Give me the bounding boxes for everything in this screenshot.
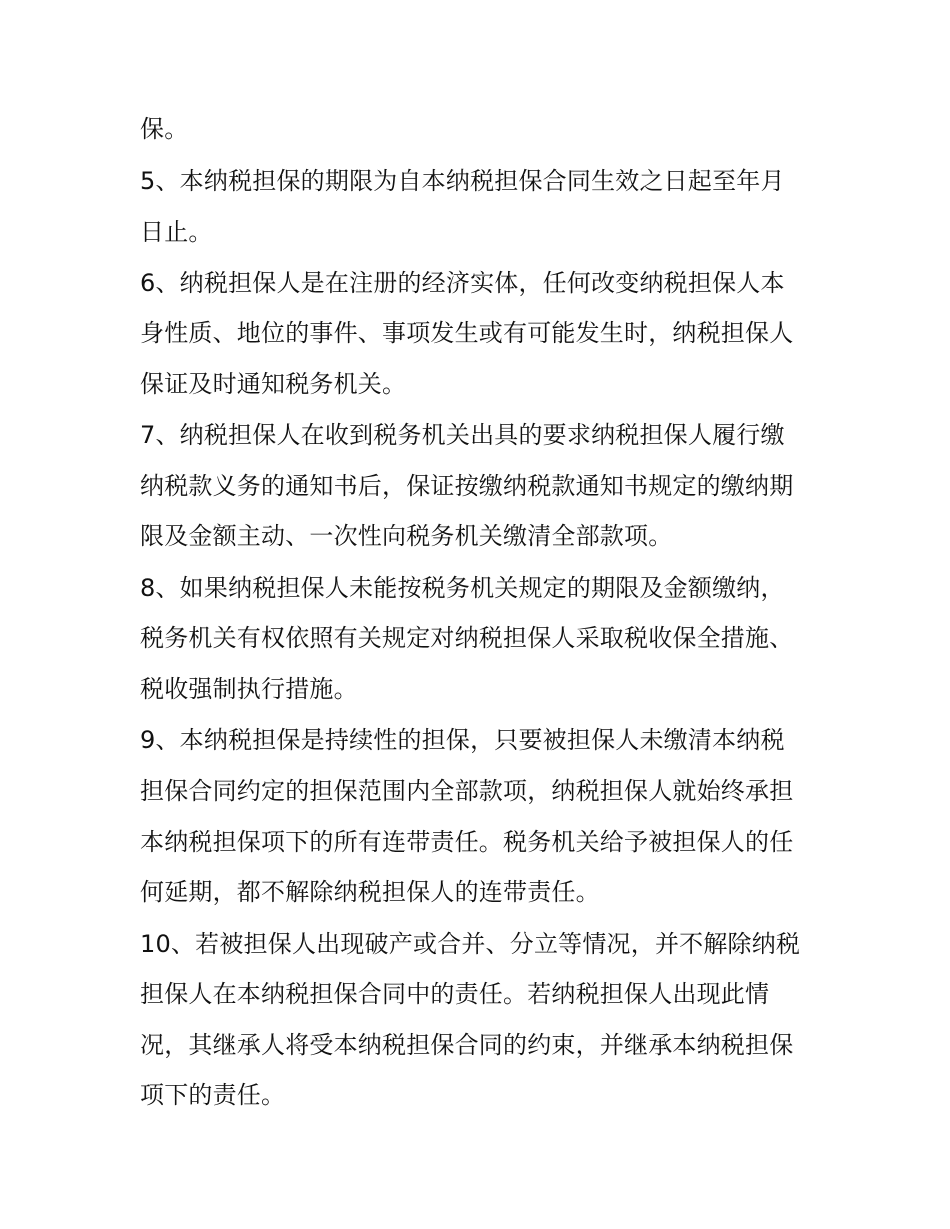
- text-line: 限及金额主动、一次性向税务机关缴清全部款项。: [140, 522, 673, 550]
- text-line: 本纳税担保项下的所有连带责任。税务机关给予被担保人的任: [140, 828, 794, 856]
- text-line: 税收强制执行措施。: [140, 675, 358, 703]
- text-line: 8、如果纳税担保人未能按税务机关规定的期限及金额缴纳，: [140, 574, 785, 602]
- text-line: 何延期，都不解除纳税担保人的连带责任。: [140, 878, 600, 906]
- text-line: 项下的责任。: [140, 1081, 286, 1109]
- text-line: 况，其继承人将受本纳税担保合同的约束，并继承本纳税担保: [140, 1031, 794, 1059]
- text-line: 7、纳税担保人在收到税务机关出具的要求纳税担保人履行缴: [140, 421, 785, 449]
- text-line: 纳税款义务的通知书后，保证按缴纳税款通知书规定的缴纳期: [140, 472, 794, 500]
- text-line: 日止。: [140, 218, 213, 246]
- text-line: 身性质、地位的事件、事项发生或有可能发生时，纳税担保人: [140, 319, 794, 347]
- text-line: 担保合同约定的担保范围内全部款项，纳税担保人就始终承担: [140, 777, 794, 805]
- text-line: 5、本纳税担保的期限为自本纳税担保合同生效之日起至年月: [140, 167, 785, 195]
- text-line: 保。: [140, 115, 189, 143]
- text-line: 10、若被担保人出现破产或合并、分立等情况，并不解除纳税: [140, 930, 801, 958]
- text-line: 9、本纳税担保是持续性的担保，只要被担保人未缴清本纳税: [140, 726, 785, 754]
- text-line: 保证及时通知税务机关。: [140, 370, 407, 398]
- text-line: 担保人在本纳税担保合同中的责任。若纳税担保人出现此情: [140, 980, 770, 1008]
- text-line: 6、纳税担保人是在注册的经济实体，任何改变纳税担保人本: [140, 269, 785, 297]
- text-line: 税务机关有权依照有关规定对纳税担保人采取税收保全措施、: [140, 624, 794, 652]
